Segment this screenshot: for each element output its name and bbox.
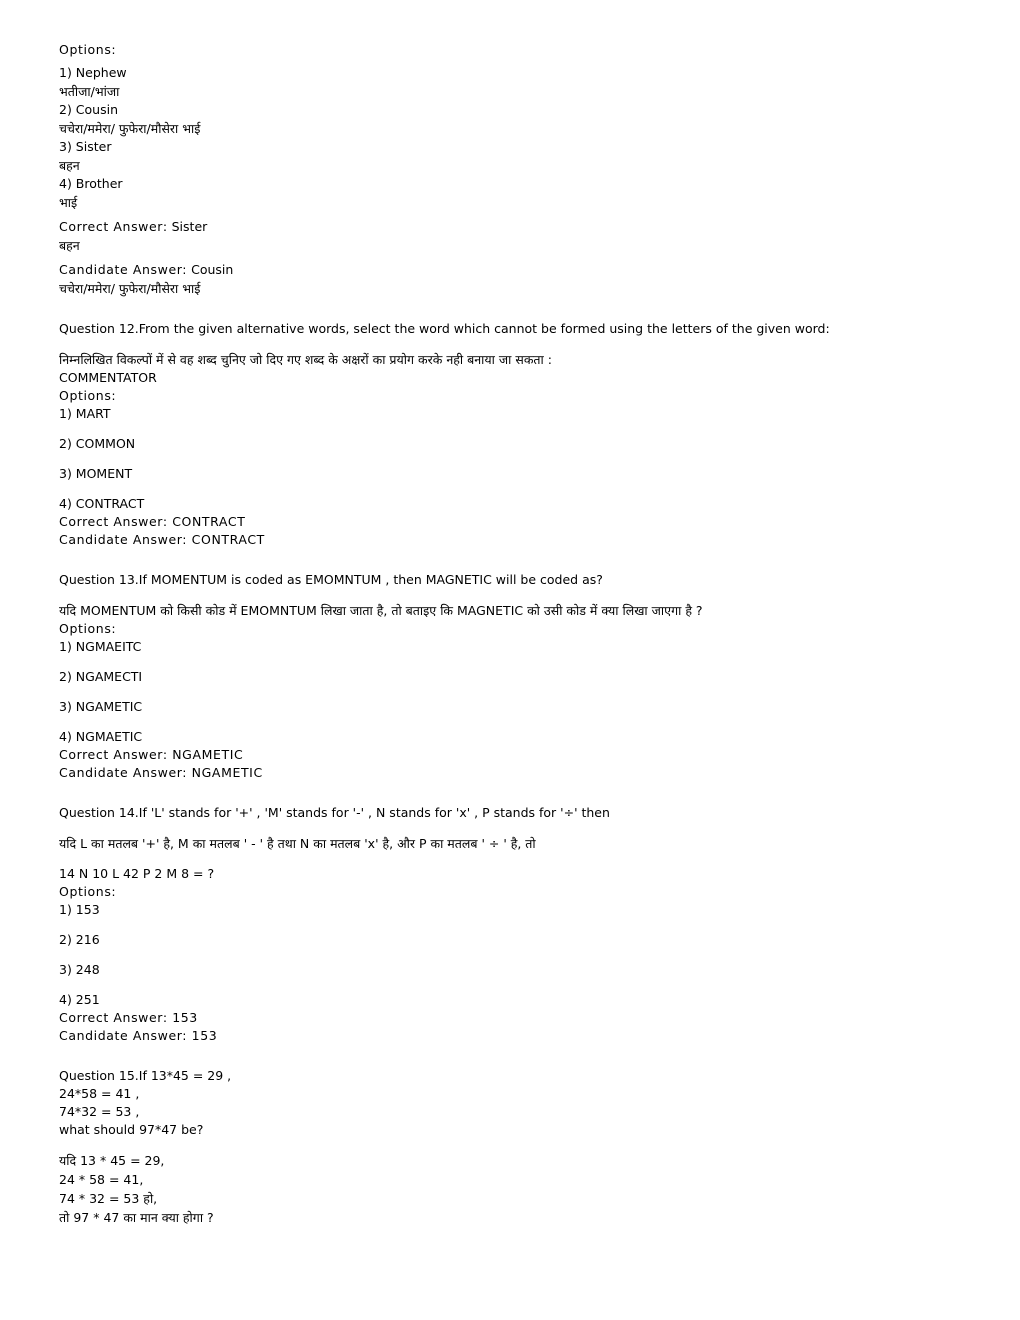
- question-line-1: Question 15.If 13*45 = 29 ,: [59, 1068, 232, 1083]
- candidate-answer-hi: चचेरा/ममेरा/ फुफेरा/मौसेरा भाई: [59, 281, 201, 296]
- candidate-answer: Candidate Answer: 153: [59, 1028, 218, 1043]
- option-1: 1) NGMAEITC: [59, 639, 142, 654]
- option-2: 2) COMMON: [59, 436, 136, 451]
- correct-answer: Correct Answer: Sister: [59, 219, 208, 234]
- option-2: 2) 216: [59, 932, 100, 947]
- correct-answer: Correct Answer: NGAMETIC: [59, 747, 244, 762]
- question-hi-line-3: 74 * 32 = 53 हो,: [59, 1191, 158, 1206]
- question-text: Question 14.If 'L' stands for '+' , 'M' stands for '-' , N stands for 'x' , P stands for '÷' then: [59, 805, 610, 820]
- question-line-2: 24*58 = 41 ,: [59, 1086, 140, 1101]
- correct-answer: Correct Answer: 153: [59, 1010, 198, 1025]
- document-page: [59, 42, 999, 1227]
- question-text-hi: निम्नलिखित विकल्पों में से वह शब्द चुनिए जो दिए गए शब्द के अक्षरों का प्रयोग करके नही बनाया जा सकता :: [59, 352, 552, 367]
- expression: 14 N 10 L 42 P 2 M 8 = ?: [59, 866, 215, 881]
- correct-answer-hi: बहन: [59, 238, 80, 253]
- candidate-answer: Candidate Answer: Cousin: [59, 262, 234, 277]
- question-hi-line-4: तो 97 * 47 का मान क्या होगा ?: [59, 1210, 214, 1225]
- given-word: COMMENTATOR: [59, 370, 157, 385]
- option-4: 4) CONTRACT: [59, 496, 145, 511]
- option-1: 1) 153: [59, 902, 100, 917]
- option-3: 3) NGAMETIC: [59, 699, 143, 714]
- option-2: 2) NGAMECTI: [59, 669, 143, 684]
- option-2-en: 2) Cousin: [59, 102, 119, 117]
- option-4: 4) 251: [59, 992, 100, 1007]
- option-4-hi: भाई: [59, 195, 78, 210]
- option-3-hi: बहन: [59, 158, 80, 173]
- option-3: 3) 248: [59, 962, 100, 977]
- question-text: Question 13.If MOMENTUM is coded as EMOMNTUM , then MAGNETIC will be coded as?: [59, 572, 603, 587]
- candidate-answer: Candidate Answer: CONTRACT: [59, 532, 265, 547]
- question-15: [59, 1067, 999, 1227]
- question-hi-line-2: 24 * 58 = 41,: [59, 1172, 144, 1187]
- option-1-en: 1) Nephew: [59, 65, 127, 80]
- question-14: [59, 804, 999, 1045]
- question-text-hi: यदि L का मतलब '+' है, M का मतलब ' - ' है तथा N का मतलब 'x' है, और P का मतलब ' ÷ ' है, तो: [59, 836, 536, 851]
- question-line-4: what should 97*47 be?: [59, 1122, 204, 1137]
- question-13: [59, 571, 999, 782]
- options-label: Options:: [59, 884, 117, 899]
- question-text: Question 12.From the given alternative words, select the word which cannot be formed using the letters of the given word:: [59, 321, 830, 336]
- option-3-en: 3) Sister: [59, 139, 112, 154]
- correct-answer: Correct Answer: CONTRACT: [59, 514, 246, 529]
- candidate-answer: Candidate Answer: NGAMETIC: [59, 765, 263, 780]
- cut-off-line: Options:: [59, 42, 117, 57]
- question-12: [59, 320, 999, 549]
- options-label: Options:: [59, 388, 117, 403]
- question-text-hi: यदि MOMENTUM को किसी कोड में EMOMNTUM लिखा जाता है, तो बताइए कि MAGNETIC को उसी कोड में क्या लिखा जाएगा है ?: [59, 603, 703, 618]
- option-1: 1) MART: [59, 406, 111, 421]
- option-4-en: 4) Brother: [59, 176, 123, 191]
- options-label: Options:: [59, 621, 117, 636]
- option-2-hi: चचेरा/ममेरा/ फुफेरा/मौसेरा भाई: [59, 121, 201, 136]
- question-hi-line-1: यदि 13 * 45 = 29,: [59, 1153, 165, 1168]
- option-1-hi: भतीजा/भांजा: [59, 84, 120, 99]
- option-3: 3) MOMENT: [59, 466, 133, 481]
- question-line-3: 74*32 = 53 ,: [59, 1104, 140, 1119]
- question-11-tail: [59, 64, 999, 298]
- option-4: 4) NGMAETIC: [59, 729, 143, 744]
